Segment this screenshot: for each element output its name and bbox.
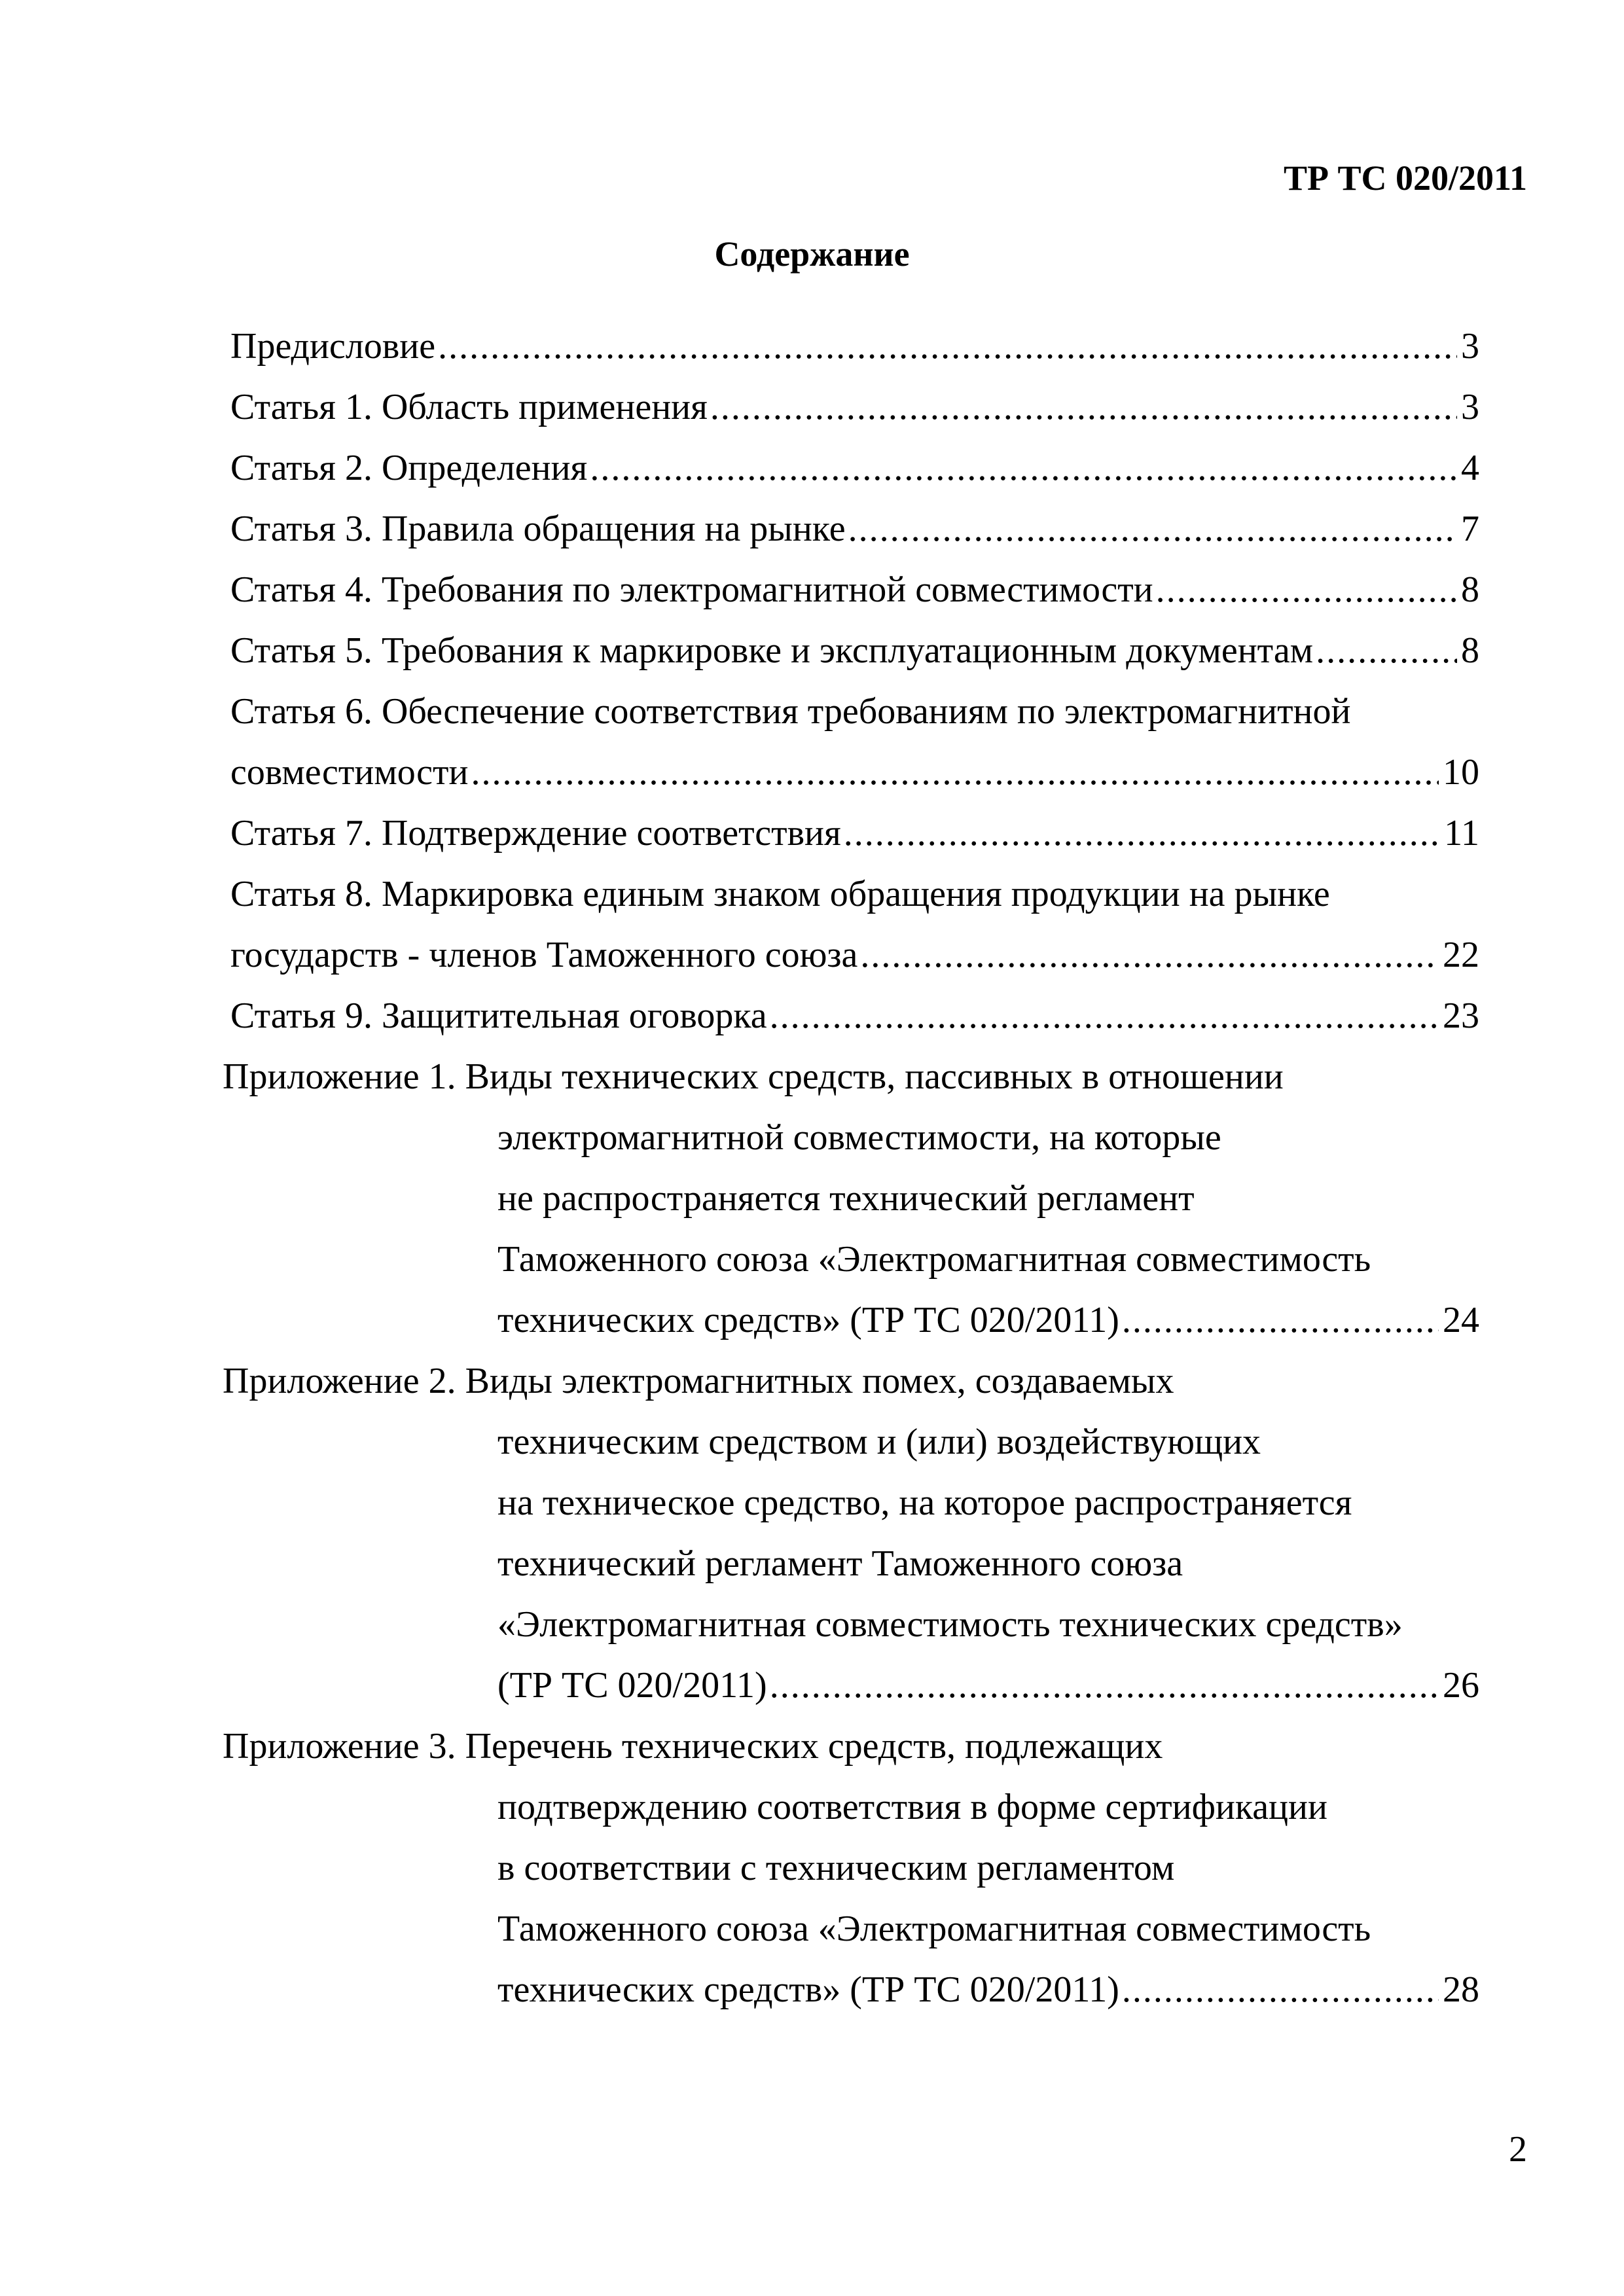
toc-entry-article-3[interactable] [230,504,1479,554]
toc-entry-title-continued: электромагнитной совместимости, на которые [497,1117,1221,1158]
dot-leader [844,808,1440,858]
dot-leader [590,443,1457,493]
toc-entry-title-continued: в соответствии с техническим регламентом [497,1848,1175,1888]
toc-entry-article-5[interactable] [230,626,1479,675]
toc-entry-title: Статья 6. Обеспечение соответствия требованиям по электромагнитной [230,691,1351,732]
toc-entry-page: 22 [1443,935,1479,975]
dot-leader [1122,1965,1439,2015]
toc-entry-title-continued: государств - членов Таможенного союза [230,935,858,975]
toc-entry-title-continued: техническим средством и (или) воздействующих [497,1422,1261,1462]
toc-entry-line [223,1052,1471,1102]
toc-entry-title-continued: технических средств» (ТР ТС 020/2011) [497,1969,1119,2010]
dot-leader [471,747,1439,797]
toc-entry-title-continued: (ТР ТС 020/2011) [497,1665,767,1706]
dot-leader [1316,626,1457,675]
toc-entry-page: 10 [1443,752,1479,793]
toc-entry-line [497,1904,1479,1954]
toc-entry-line [497,1295,1479,1345]
toc-entry-title: Приложение 1. Виды технических средств, пассивных в отношении [223,1056,1284,1097]
toc-entry-title: Статья 7. Подтверждение соответствия [230,813,841,853]
dot-leader [848,504,1457,554]
toc-entry-line [497,1478,1479,1528]
toc-entry-line [223,1356,1471,1406]
toc-entry-line [497,1174,1479,1223]
toc-entry-title-continued: подтверждению соответствия в форме сертификации [497,1787,1327,1827]
toc-entry-title: Статья 5. Требования к маркировке и эксплуатационным документам [230,630,1314,671]
toc-entry-line [497,1600,1479,1649]
toc-entry-title: Статья 1. Область применения [230,387,708,427]
toc-entry-line [230,687,1479,736]
toc-entry-title: Статья 3. Правила обращения на рынке [230,509,846,549]
toc-entry-page: 8 [1461,630,1479,671]
toc-entry-page: 8 [1461,569,1479,610]
toc-entry-line [230,869,1479,919]
toc-entry-page: 4 [1461,448,1479,488]
toc-entry-title-continued: Таможенного союза «Электромагнитная совместимость [497,1909,1371,1949]
toc-entry-title-continued: не распространяется технический регламент [497,1178,1195,1219]
dot-leader [438,321,1457,371]
toc-entry-title: Приложение 2. Виды электромагнитных помех, создаваемых [223,1361,1174,1401]
toc-entry-article-2[interactable] [230,443,1479,493]
dot-leader [1122,1295,1439,1345]
toc-entry-line [223,1721,1471,1771]
toc-entry-line [230,747,1479,797]
toc-entry-line [230,930,1479,980]
toc-entry-article-4[interactable] [230,565,1479,615]
toc-entry-page: 24 [1443,1300,1479,1340]
toc-entry-title-continued: совместимости [230,752,469,793]
toc-entry-title-continued: Таможенного союза «Электромагнитная совместимость [497,1239,1371,1280]
toc-entry-page: 26 [1443,1665,1479,1706]
toc-entry-page: 11 [1444,813,1479,853]
dot-leader [1156,565,1457,615]
document-code: ТР ТС 020/2011 [1283,158,1527,198]
toc-title: Содержание [714,234,910,274]
dot-leader [710,382,1457,432]
toc-entry-page: 7 [1461,509,1479,549]
toc-entry-article-1[interactable] [230,382,1479,432]
toc-entry-line [497,1234,1479,1284]
toc-entry-line [497,1843,1479,1893]
toc-entry-title-continued: «Электромагнитная совместимость технических средств» [497,1604,1403,1645]
toc-entry-line [497,1417,1479,1467]
toc-entry-page: 28 [1443,1969,1479,2010]
toc-entry-title: Статья 9. Защитительная оговорка [230,996,767,1036]
toc-entry-title-continued: технических средств» (ТР ТС 020/2011) [497,1300,1119,1340]
toc-entry-title: Статья 2. Определения [230,448,588,488]
toc-entry-line [497,1660,1479,1710]
toc-entry-title: Статья 8. Маркировка единым знаком обращения продукции на рынке [230,874,1330,914]
toc-entry-page: 3 [1461,326,1479,367]
toc-entry-line [497,1539,1479,1588]
toc-entry-article-9[interactable] [230,991,1479,1041]
toc-entry-foreword[interactable] [230,321,1479,371]
toc-entry-title: Предисловие [230,326,436,367]
toc-entry-title: Статья 4. Требования по электромагнитной совместимости [230,569,1153,610]
toc-entry-page: 23 [1443,996,1479,1036]
toc-entry-title: Приложение 3. Перечень технических средств, подлежащих [223,1726,1163,1767]
dot-leader [770,1660,1439,1710]
toc-entry-line [497,1965,1479,2015]
toc-entry-title-continued: технический регламент Таможенного союза [497,1543,1183,1584]
toc-entry-title-continued: на техническое средство, на которое распространяется [497,1482,1352,1523]
toc-entry-line [497,1113,1479,1162]
toc-entry-page: 3 [1461,387,1479,427]
dot-leader [860,930,1439,980]
toc-entry-line [497,1782,1479,1832]
toc-entry-article-7[interactable] [230,808,1479,858]
page-number: 2 [1509,2129,1527,2170]
dot-leader [770,991,1439,1041]
